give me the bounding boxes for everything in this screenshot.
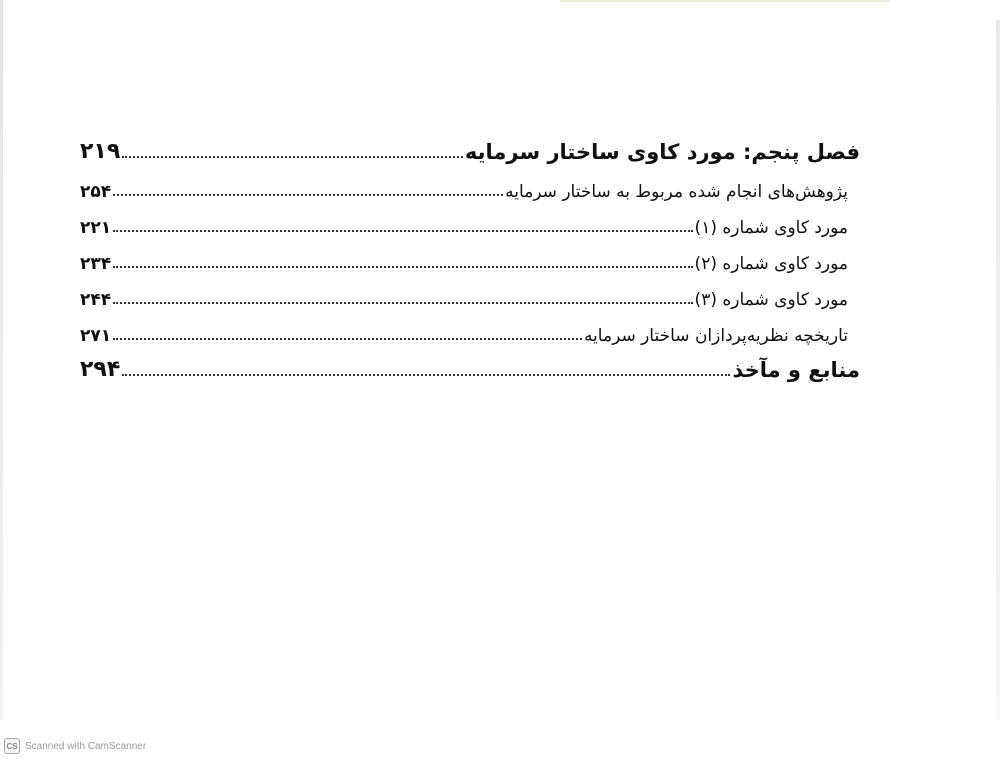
watermark-text: Scanned with CamScanner — [25, 740, 147, 752]
toc-item-page-number: ۲۴۴ — [80, 290, 112, 311]
toc-references-heading — [80, 346, 860, 382]
toc-item-title: مورد کاوی شماره (۳) — [694, 290, 848, 311]
toc-item — [80, 166, 860, 202]
page-edge-left — [0, 0, 3, 720]
toc-item-title: مورد کاوی شماره (۱) — [694, 218, 848, 239]
toc-dot-leader — [113, 302, 692, 304]
toc-item-page-number: ۲۷۱ — [80, 326, 112, 347]
camscanner-watermark — [4, 738, 146, 754]
toc-item-page-number: ۲۵۴ — [80, 182, 112, 203]
toc-chapter-page-number: ۲۱۹ — [80, 138, 121, 164]
toc-references-page-number: ۲۹۴ — [80, 356, 121, 382]
toc-chapter-title: فصل پنجم: مورد کاوی ساختار سرمایه — [464, 139, 860, 164]
toc-dot-leader — [113, 194, 503, 196]
page-edge-right — [996, 20, 1000, 720]
toc-item — [80, 274, 860, 310]
toc-dot-leader — [122, 374, 730, 376]
table-of-contents — [80, 128, 860, 382]
toc-item-title: تاریخچه نظریه‌پردازان ساختار سرمایه — [583, 326, 848, 347]
toc-item — [80, 310, 860, 346]
toc-dot-leader — [113, 230, 692, 232]
toc-item — [80, 202, 860, 238]
toc-item-page-number: ۲۳۴ — [80, 254, 112, 275]
camscanner-logo-icon: CS — [4, 738, 20, 754]
page-edge-top — [560, 0, 890, 2]
toc-chapter-heading — [80, 128, 860, 164]
toc-dot-leader — [113, 266, 692, 268]
toc-item-title: پژوهش‌های انجام شده مربوط به ساختار سرمایه — [505, 182, 848, 203]
toc-dot-leader — [113, 338, 582, 340]
toc-item — [80, 238, 860, 274]
toc-item-page-number: ۲۲۱ — [80, 218, 112, 239]
toc-item-title: مورد کاوی شماره (۲) — [694, 254, 848, 275]
toc-dot-leader — [122, 156, 463, 158]
toc-references-title: منابع و مآخذ — [732, 357, 860, 382]
